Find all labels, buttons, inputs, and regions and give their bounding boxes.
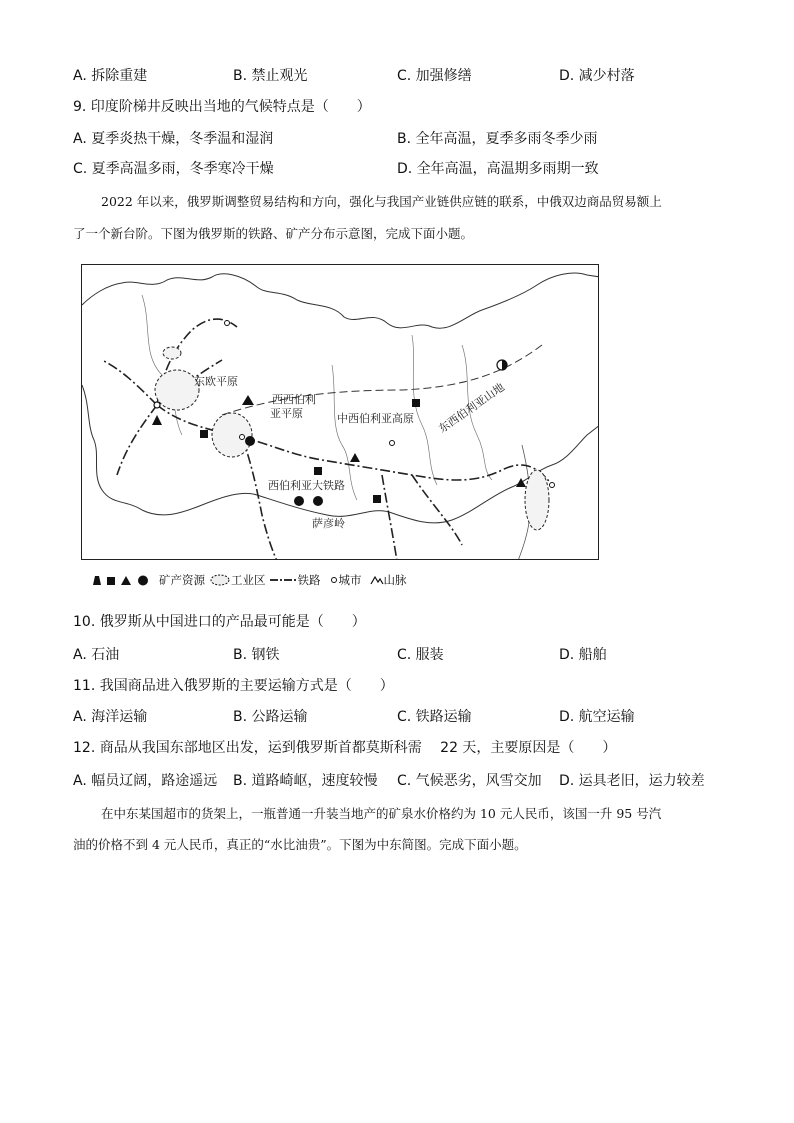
legend-mountain-label: 山脉 [383,573,407,587]
q8-option-d: D. 减少村落 [559,68,635,84]
label-sayan-mountains: 萨彦岭 [312,517,345,530]
label-west-siberia-1: 西西伯利 [272,393,316,406]
q10-option-c: C. 服装 [397,647,444,663]
q12-option-d: D. 运具老旧，运力较差 [559,773,705,789]
legend-railway-label: 铁路 [297,573,321,587]
q11-option-a: A. 海洋运输 [73,709,148,725]
railway-icon [270,574,298,586]
mountain-icon [370,574,384,586]
q9-stem: 9. 印度阶梯井反映出当地的气候特点是（ ） [73,99,371,115]
q12-option-a: A. 幅员辽阔，路途遥远 [73,773,218,789]
q9-option-b: B. 全年高温，夏季多雨冬季少雨 [397,131,598,147]
label-trans-siberian-railway: 西伯利亚大铁路 [268,479,345,492]
q10-option-a: A. 石油 [73,647,120,663]
russia-map-drawing [82,265,599,560]
passage1-line2: 了一个新台阶。下图为俄罗斯的铁路、矿产分布示意图，完成下面小题。 [73,226,474,241]
mineral-symbols-icon [91,574,155,586]
q11-option-c: C. 铁路运输 [397,709,472,725]
q12-option-c: C. 气候恶劣，风雪交加 [397,773,542,789]
q11-stem: 11. 我国商品进入俄罗斯的主要运输方式是（ ） [73,678,394,694]
q9-option-c: C. 夏季高温多雨，冬季寒冷干燥 [73,161,274,177]
label-central-siberia: 中西伯利亚高原 [337,412,414,425]
q12-option-b: B. 道路崎岖，速度较慢 [233,773,378,789]
q11-option-d: D. 航空运输 [559,709,635,725]
passage2-line1: 在中东某国超市的货架上，一瓶普通一升装当地产的矿泉水价格约为 10 元人民币，该国一升 95 号汽 [101,806,662,821]
q10-stem: 10. 俄罗斯从中国进口的产品最可能是（ ） [73,614,366,630]
q10-option-d: D. 船舶 [559,647,607,663]
q10-option-b: B. 钢铁 [233,647,280,663]
map-legend [91,572,407,588]
passage1-line1: 2022 年以来，俄罗斯调整贸易结构和方向，强化与我国产业链供应链的联系，中俄双边商品贸易额上 [101,194,662,209]
legend-city-label: 城市 [338,573,362,587]
label-east-europe-plain: 东欧平原 [194,375,238,388]
russia-map [81,264,599,560]
city-icon [329,574,339,586]
q8-option-c: C. 加强修缮 [397,68,472,84]
legend-industrial-label: 工业区 [231,573,266,587]
q9-option-a: A. 夏季炎热干燥，冬季温和湿润 [73,131,274,147]
q12-stem: 12. 商品从我国东部地区出发，运到俄罗斯首都莫斯科需 22 天，主要原因是（ ） [73,740,617,756]
label-west-siberia-2: 亚平原 [270,407,303,420]
q11-option-b: B. 公路运输 [233,709,308,725]
industrial-zone-icon [209,574,231,586]
q8-option-a: A. 拆除重建 [73,68,148,84]
q9-option-d: D. 全年高温，高温期多雨期一致 [397,161,599,177]
passage2-line2: 油的价格不到 4 元人民币，真正的“水比油贵”。下图为中东简图。完成下面小题。 [73,837,527,852]
label-east-siberia-mountains: 东西伯利亚山地 [436,380,507,436]
legend-minerals-label: 矿产资源 [159,573,205,587]
q8-option-b: B. 禁止观光 [233,68,308,84]
